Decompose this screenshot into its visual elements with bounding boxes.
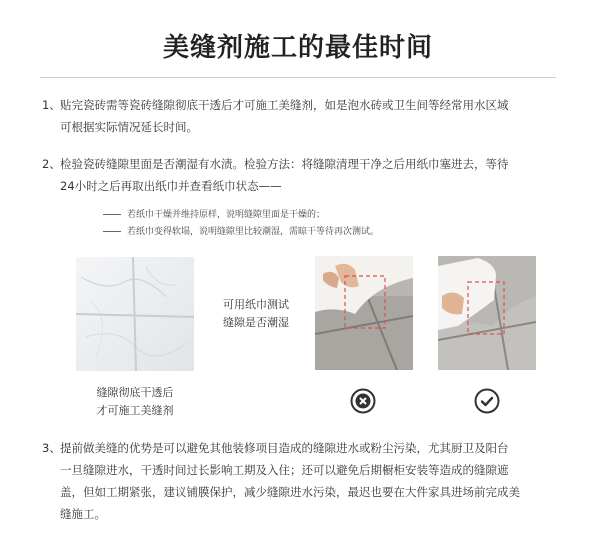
dry-tissue-photo [438, 256, 536, 370]
left-caption-line-2: 才可施工美缝剂 [96, 404, 174, 417]
page-title: 美缝剂施工的最佳时间 [162, 33, 433, 63]
paragraph-2-line-2: 24小时之后再取出纸巾并查看纸巾状态—— [60, 179, 282, 193]
left-caption [62, 384, 208, 420]
paragraph-2 [42, 153, 560, 197]
middle-caption [206, 296, 306, 332]
paragraph-3-line-4: 缝施工。 [60, 507, 106, 521]
middle-caption-line-2: 缝隙是否潮湿 [223, 316, 289, 329]
paragraph-3 [42, 437, 560, 525]
paragraph-1-number: 1、 [42, 98, 61, 112]
paragraph-2-line-1: 检验瓷砖缝隙里面是否潮湿有水渍。检验方法：将缝隙清理干净之后用纸巾塞进去，等待 [60, 157, 509, 171]
check-circle-icon [474, 388, 500, 414]
note-wet-text: 若纸巾变得软塌，说明缝隙里比较潮湿，需晾干等待再次测试。 [127, 227, 380, 237]
middle-caption-line-1: 可用纸巾测试 [223, 298, 289, 311]
paragraph-1-line-2: 可根据实际情况延长时间。 [60, 120, 198, 134]
paragraph-3-line-3: 盖，但如工期紧张，建议铺膜保护，减少缝隙进水污染，最迟也要在大件家具进场前完成美 [60, 485, 520, 499]
paragraph-1-line-1: 贴完瓷砖需等瓷砖缝隙彻底干透后才可施工美缝剂，如是泡水砖或卫生间等经常用水区域 [60, 98, 509, 112]
left-caption-line-1: 缝隙彻底干透后 [96, 386, 174, 399]
paragraph-3-line-2: 一旦缝隙进水，干透时间过长影响工期及入住；还可以避免后期橱柜安装等造成的缝隙遮 [60, 463, 509, 477]
title-divider [40, 77, 556, 78]
note-dry [103, 208, 325, 222]
wet-tissue-photo [315, 256, 413, 370]
close-circle-icon [350, 388, 376, 414]
dash-icon [103, 231, 121, 232]
note-wet [103, 225, 379, 239]
paragraph-3-line-1: 提前做美缝的优势是可以避免其他装修项目造成的缝隙进水或粉尘污染，尤其厨卫及阳台 [60, 441, 509, 455]
dash-icon [103, 214, 121, 215]
note-dry-text: 若纸巾干燥并维持原样，说明缝隙里面是干燥的； [127, 210, 326, 220]
paragraph-2-number: 2、 [42, 157, 61, 171]
paragraph-3-number: 3、 [42, 441, 61, 455]
dry-tile-image [76, 257, 194, 371]
paragraph-1 [42, 94, 560, 138]
